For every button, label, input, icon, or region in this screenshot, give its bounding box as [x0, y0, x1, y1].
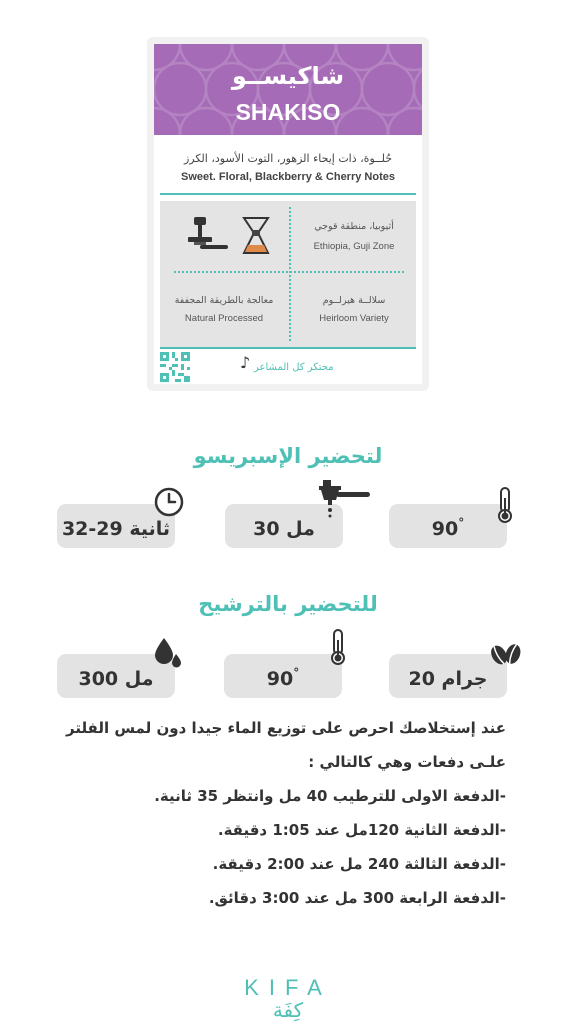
qr-code-icon[interactable] — [160, 352, 190, 382]
chemex-icon — [240, 215, 272, 257]
brew-instructions — [60, 716, 506, 920]
portafilter-icon — [319, 480, 371, 520]
thermometer-icon — [495, 486, 515, 524]
water-drop-icon — [153, 636, 183, 672]
coffee-card — [147, 37, 429, 391]
info-grid — [160, 201, 416, 347]
espresso-dose-pill — [225, 504, 343, 548]
origin-ar: أثيوبيا، منطقة قوجي — [314, 221, 394, 232]
filter-beans-value: 20 جرام — [408, 668, 488, 690]
variety-en: Heirloom Variety — [319, 313, 389, 324]
grid-divider-horizontal — [174, 271, 404, 273]
espresso-time-pill — [57, 504, 175, 548]
divider-top — [160, 193, 416, 195]
coffee-name-ar: شاكيســو — [231, 62, 345, 90]
instruction-line: عند إستخلاصك احرص على توزيع الماء جيدا دون لمس الفلتر — [65, 719, 506, 737]
music-note-icon: ♪ — [240, 353, 251, 372]
espresso-temperature-pill — [389, 504, 507, 548]
coffee-banner — [154, 44, 422, 135]
process-ar: معالجة بالطريقة المجففة — [174, 295, 274, 306]
coffee-card-inner — [154, 44, 422, 384]
instruction-line: -الدفعة الثانية 120مل عند 1:05 دقيقة. — [217, 821, 506, 839]
tamper-icon — [182, 213, 232, 257]
espresso-title: لتحضير الإسبريسو — [193, 444, 383, 468]
instruction-line: -الدفعة الرابعة 300 مل عند 3:00 دقائق. — [208, 889, 506, 907]
instruction-line: -الدفعة الثالثة 240 مل عند 2:00 دقيقة. — [212, 855, 506, 873]
thermometer-icon — [328, 628, 348, 666]
filter-title: للتحضير بالترشيح — [198, 592, 378, 616]
origin-en: Ethiopia, Guji Zone — [313, 241, 395, 252]
espresso-temperature-value: 90° — [431, 516, 465, 540]
instruction-line: -الدفعة الاولى للترطيب 40 مل وانتظر 35 ثانية. — [154, 787, 506, 805]
filter-temperature-value: 90° — [266, 666, 300, 690]
brand-logo-ar: كِفَة — [272, 998, 304, 1022]
espresso-time-value: 32-29 ثانية — [61, 518, 171, 540]
variety-ar: سلالــة هيرلــوم — [322, 295, 386, 306]
filter-beans-pill — [389, 654, 507, 698]
filter-water-value: 300 مل — [78, 668, 154, 690]
process-en: Natural Processed — [184, 313, 264, 324]
tasting-notes-ar: حُلــوة، ذات إيحاء الزهور، التوت الأسود، الكرز — [183, 152, 393, 165]
coffee-bean-icon — [489, 640, 523, 670]
card-slogan: محتكر كل المشاعر — [254, 362, 334, 373]
filter-water-pill — [57, 654, 175, 698]
tasting-notes-en: Sweet. Floral, Blackberry & Cherry Notes — [181, 171, 395, 183]
filter-temperature-pill — [224, 654, 342, 698]
coffee-name-en: SHAKISO — [235, 99, 341, 125]
grid-divider-vertical — [289, 207, 291, 341]
clock-icon — [153, 486, 185, 518]
divider-bottom — [160, 347, 416, 349]
espresso-dose-value: 30 مل — [253, 518, 315, 540]
instruction-line: علـى دفعات وهي كالتالي : — [308, 753, 506, 771]
brand-logo-en: KIFA — [244, 975, 332, 1000]
